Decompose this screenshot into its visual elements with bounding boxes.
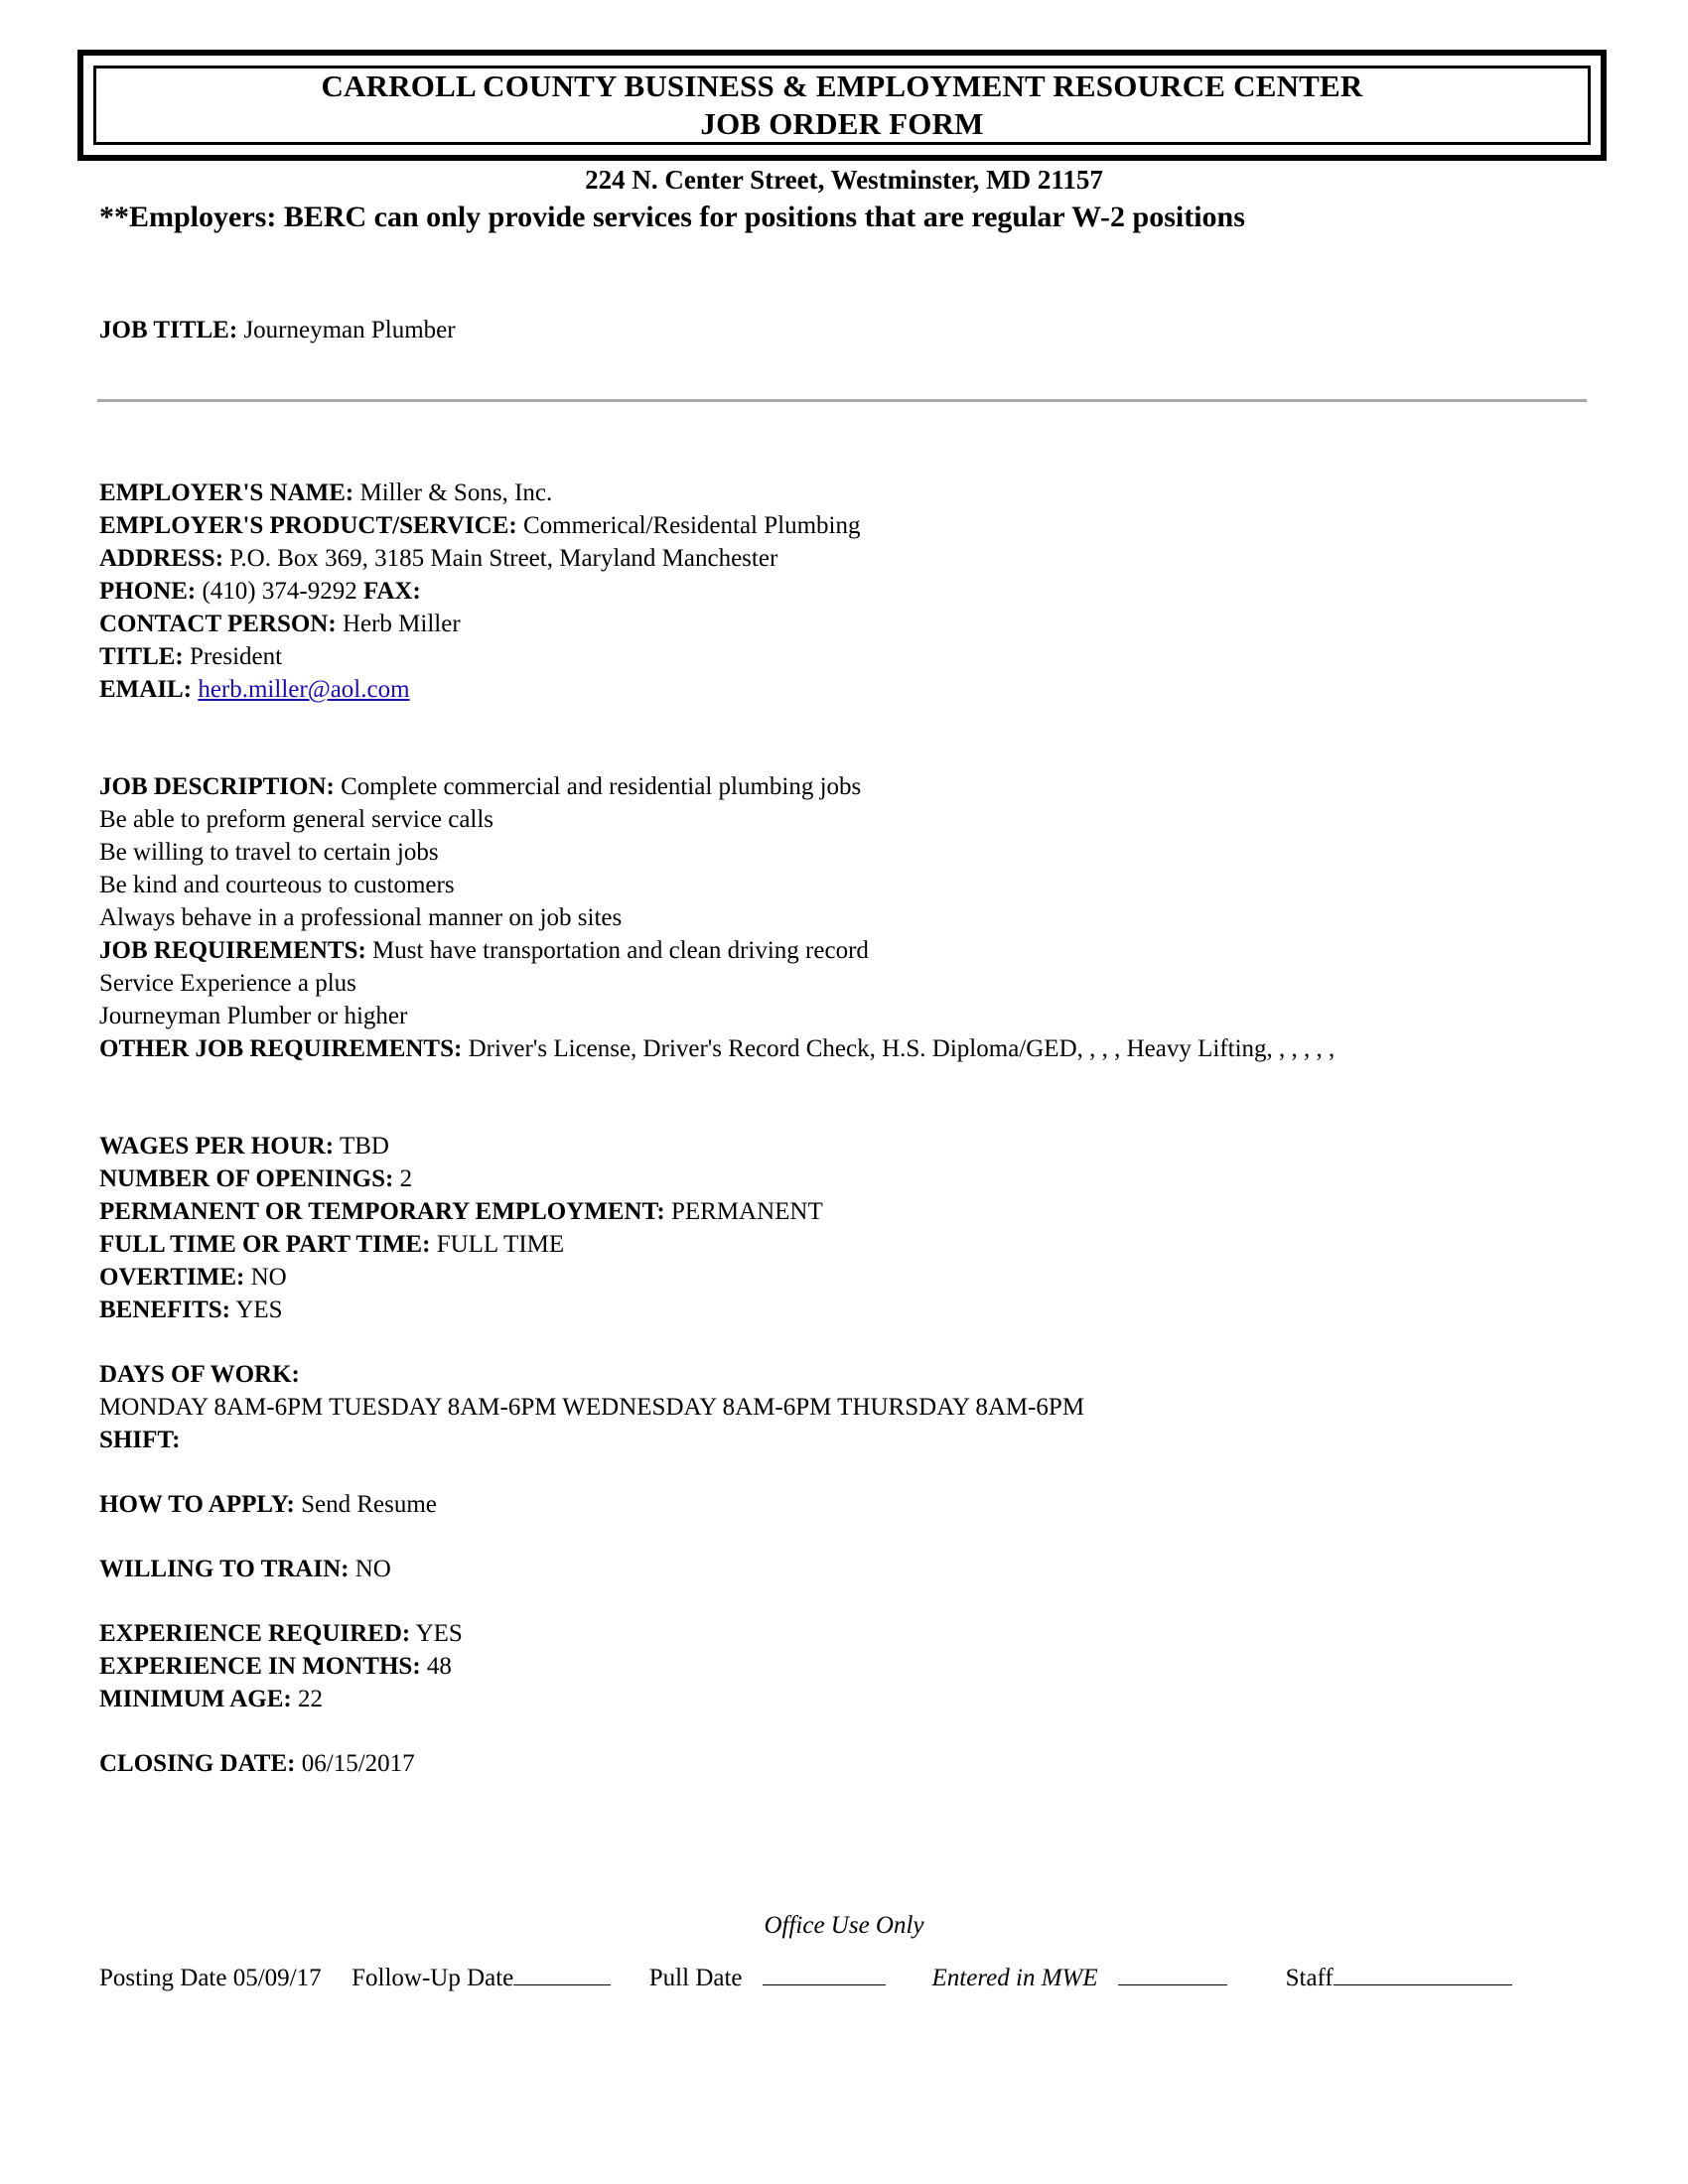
willing-to-train-value: NO [354,1556,391,1582]
benefits-row [99,1294,283,1326]
permanent-value: PERMANENT [670,1198,823,1225]
description-line: Be kind and courteous to customers [99,872,455,898]
email-label: EMAIL: [99,676,193,703]
job-description-row [99,770,861,803]
how-to-apply-value: Send Resume [301,1491,437,1518]
wages-row [99,1130,389,1162]
follow-up-date-label: Follow-Up Date [352,1965,514,1991]
job-requirements-row [99,934,869,967]
other-requirements-label: OTHER JOB REQUIREMENTS: [99,1035,463,1062]
benefits-label: BENEFITS: [99,1297,230,1323]
job-requirements-value: Must have transportation and clean driving record [372,937,869,964]
employer-product-label: EMPLOYER'S PRODUCT/SERVICE: [99,512,517,539]
full-time-value: FULL TIME [436,1231,565,1258]
requirement-line: Service Experience a plus [99,970,356,997]
days-label: DAYS OF WORK: [99,1361,300,1388]
description-line: Be able to preform general service calls [99,806,494,833]
willing-to-train-row [99,1553,391,1585]
contact-person-value: Herb Miller [342,611,461,637]
email-link[interactable]: herb.miller@aol.com [198,676,410,703]
willing-to-train-label: WILLING TO TRAIN: [99,1556,350,1582]
employer-note: **Employers: BERC can only provide services for positions that are regular W-2 positions [99,201,1245,233]
divider [97,399,1587,402]
follow-up-date-blank [513,1961,611,1985]
employer-name-row [99,477,552,509]
permanent-row [99,1195,823,1228]
experience-required-label: EXPERIENCE REQUIRED: [99,1620,411,1647]
job-description-label: JOB DESCRIPTION: [99,773,335,800]
shift-label: SHIFT: [99,1427,181,1453]
shift-row [99,1424,181,1456]
office-use-title: Office Use Only [764,1912,924,1939]
contact-person-label: CONTACT PERSON: [99,611,337,637]
closing-date-label: CLOSING DATE: [99,1750,296,1777]
contact-title-label: TITLE: [99,643,184,670]
fax-label: FAX: [362,578,421,605]
job-title-row [99,314,456,346]
description-line: Be willing to travel to certain jobs [99,839,439,866]
permanent-label: PERMANENT OR TEMPORARY EMPLOYMENT: [99,1198,665,1225]
form-title: JOB ORDER FORM [700,106,984,141]
overtime-label: OVERTIME: [99,1264,245,1291]
experience-months-row [99,1650,452,1683]
contact-title-value: President [190,643,283,670]
header-inner-box [93,66,1591,145]
employer-name-label: EMPLOYER'S NAME: [99,479,354,506]
minimum-age-row [99,1683,323,1715]
job-title-value: Journeyman Plumber [243,317,456,343]
other-requirements-value: Driver's License, Driver's Record Check, H.S. Diploma/GED, , , , Heavy Lifting, , , , , , [468,1035,1336,1062]
openings-value: 2 [399,1165,413,1192]
openings-label: NUMBER OF OPENINGS: [99,1165,394,1192]
contact-title-row [99,640,282,673]
org-title: CARROLL COUNTY BUSINESS & EMPLOYMENT RESOURCE CENTER [321,68,1363,103]
wages-value: TBD [339,1133,389,1160]
email-row [99,673,410,706]
description-line: Always behave in a professional manner on job sites [99,904,623,931]
wages-label: WAGES PER HOUR: [99,1133,335,1160]
office-use-row [99,1961,1512,1992]
overtime-row [99,1261,287,1294]
header-box [77,50,1607,161]
how-to-apply-row [99,1488,437,1521]
contact-person-row [99,608,461,640]
employer-product-value: Commerical/Residental Plumbing [522,512,861,539]
job-requirements-label: JOB REQUIREMENTS: [99,937,366,964]
full-time-label: FULL TIME OR PART TIME: [99,1231,431,1258]
full-time-row [99,1228,564,1261]
experience-months-value: 48 [426,1653,452,1680]
employer-address-row [99,542,777,575]
benefits-value: YES [235,1297,283,1323]
experience-required-row [99,1617,463,1650]
minimum-age-label: MINIMUM AGE: [99,1686,292,1712]
minimum-age-value: 22 [297,1686,323,1712]
posting-date: Posting Date 05/09/17 [99,1965,322,1991]
closing-date-value: 06/15/2017 [301,1750,415,1777]
overtime-value: NO [250,1264,287,1291]
employer-address-value: P.O. Box 369, 3185 Main Street, Maryland Manchester [229,545,778,572]
requirement-line: Journeyman Plumber or higher [99,1003,408,1029]
job-title-label: JOB TITLE: [99,317,238,343]
staff-blank [1334,1961,1512,1985]
other-requirements-row [99,1032,1335,1065]
job-description-value: Complete commercial and residential plumbing jobs [341,773,862,800]
phone-label: PHONE: [99,578,197,605]
how-to-apply-label: HOW TO APPLY: [99,1491,295,1518]
closing-date-row [99,1747,415,1780]
employer-address-label: ADDRESS: [99,545,224,572]
center-address: 224 N. Center Street, Westminster, MD 21157 [585,165,1103,195]
experience-months-label: EXPERIENCE IN MONTHS: [99,1653,421,1680]
days-of-work-label [99,1358,300,1391]
entered-in-mwe-label: Entered in MWE [931,1965,1098,1991]
entered-in-mwe-blank [1118,1961,1227,1985]
experience-required-value: YES [415,1620,463,1647]
pull-date-label: Pull Date [648,1965,743,1991]
days-of-work-value: MONDAY 8AM-6PM TUESDAY 8AM-6PM WEDNESDAY 8AM-6PM THURSDAY 8AM-6PM [99,1394,1085,1421]
pull-date-blank [763,1961,886,1985]
employer-phone-row [99,575,421,608]
phone-value: (410) 374-9292 [202,578,357,605]
staff-label: Staff [1285,1965,1334,1991]
openings-row [99,1162,412,1195]
employer-name-value: Miller & Sons, Inc. [359,479,553,506]
employer-product-row [99,509,861,542]
